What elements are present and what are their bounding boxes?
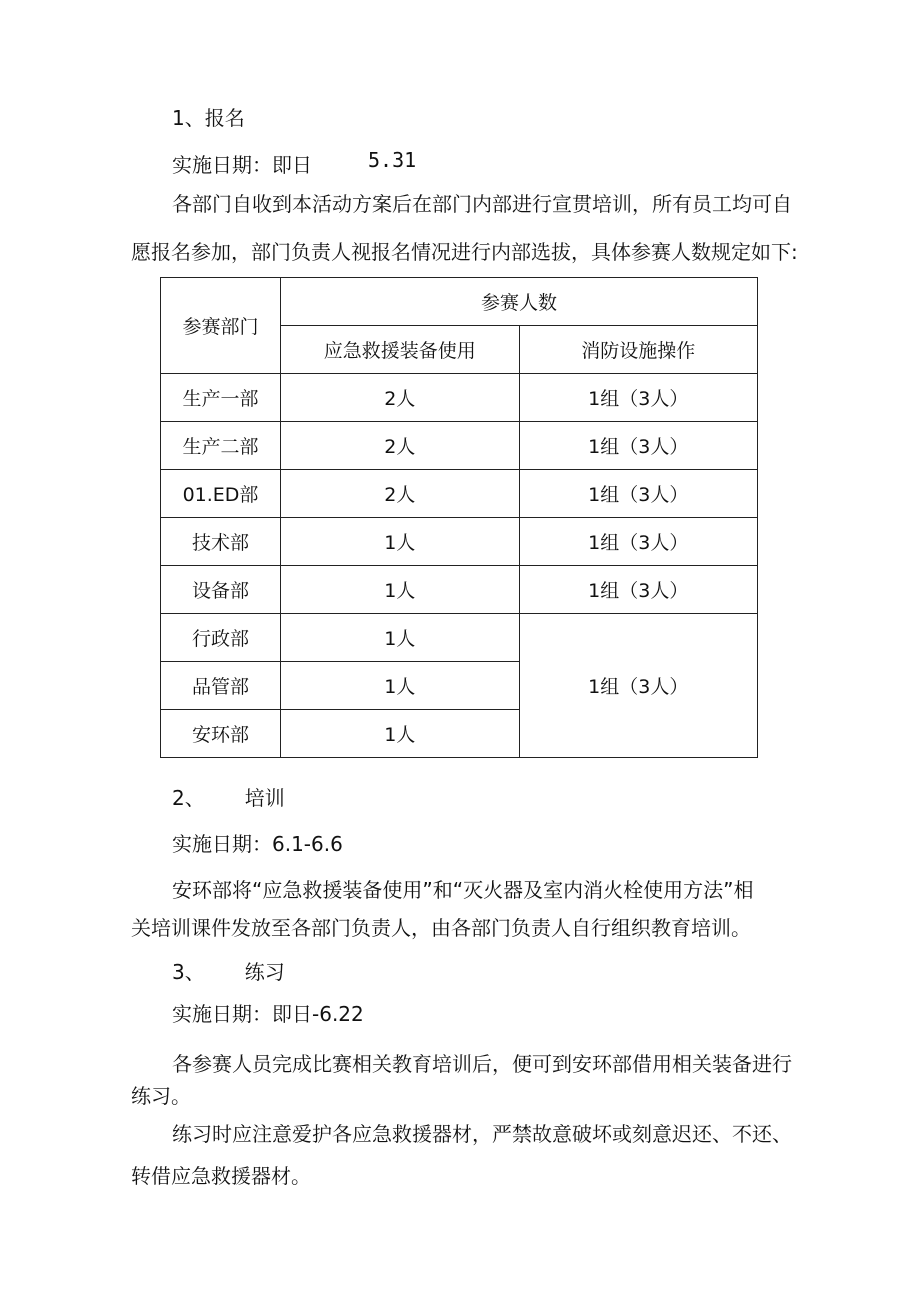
fire-group-cell: 1组（3人） <box>519 374 758 422</box>
equipment-count-cell: 2人 <box>281 470 520 518</box>
header-department: 参赛部门 <box>161 278 281 374</box>
section-2-date: 实施日期：6.1-6.6 <box>172 832 343 856</box>
section-3-heading: 练习 <box>244 960 285 984</box>
table-row <box>161 470 758 518</box>
fire-group-merged-cell: 1组（3人） <box>519 614 758 758</box>
section-1-title: 1、报名 <box>172 106 245 130</box>
section-1-date-value: 5.31 <box>368 148 417 172</box>
dept-cell: 设备部 <box>161 566 281 614</box>
table-row <box>161 518 758 566</box>
section-2-paragraph-line-1: 安环部将“应急救援装备使用”和“灭火器及室内消火栓使用方法”相 <box>172 878 754 902</box>
header-fire-facility: 消防设施操作 <box>519 326 758 374</box>
equipment-count-cell: 1人 <box>281 662 520 710</box>
equipment-count-cell: 2人 <box>281 422 520 470</box>
equipment-count-cell: 1人 <box>281 710 520 758</box>
dept-cell: 生产二部 <box>161 422 281 470</box>
section-3-number: 3、 <box>172 960 205 984</box>
table-row <box>161 614 758 662</box>
section-3-paragraph-1-line-2: 练习。 <box>131 1084 191 1108</box>
section-2-number: 2、 <box>172 786 205 810</box>
section-3-title <box>172 960 285 984</box>
header-emergency-equipment: 应急救援装备使用 <box>281 326 520 374</box>
fire-group-cell: 1组（3人） <box>519 566 758 614</box>
equipment-count-cell: 2人 <box>281 374 520 422</box>
section-1-paragraph-line-2: 愿报名参加，部门负责人视报名情况进行内部选拔，具体参赛人数规定如下: <box>131 240 798 264</box>
section-3-paragraph-2-line-1: 练习时应注意爱护各应急救援器材，严禁故意破坏或刻意迟还、不还、 <box>172 1122 792 1146</box>
section-2-title <box>172 786 285 810</box>
table-row <box>161 566 758 614</box>
dept-cell: 技术部 <box>161 518 281 566</box>
fire-group-cell: 1组（3人） <box>519 518 758 566</box>
dept-cell: 行政部 <box>161 614 281 662</box>
table-row <box>161 422 758 470</box>
table-row <box>161 374 758 422</box>
equipment-count-cell: 1人 <box>281 614 520 662</box>
header-participant-count: 参赛人数 <box>281 278 758 326</box>
section-3-paragraph-2-line-2: 转借应急救援器材。 <box>131 1164 311 1188</box>
dept-cell: 01.ED部 <box>161 470 281 518</box>
fire-group-cell: 1组（3人） <box>519 470 758 518</box>
section-2-heading: 培训 <box>244 786 285 810</box>
dept-cell: 品管部 <box>161 662 281 710</box>
participant-quota-table <box>160 277 758 758</box>
dept-cell: 生产一部 <box>161 374 281 422</box>
equipment-count-cell: 1人 <box>281 518 520 566</box>
section-1-paragraph-line-1: 各部门自收到本活动方案后在部门内部进行宣贯培训，所有员工均可自 <box>172 192 792 216</box>
section-1-date-label: 实施日期：即日 <box>172 153 312 177</box>
equipment-count-cell: 1人 <box>281 566 520 614</box>
section-3-date: 实施日期：即日-6.22 <box>172 1002 364 1026</box>
dept-cell: 安环部 <box>161 710 281 758</box>
fire-group-cell: 1组（3人） <box>519 422 758 470</box>
section-2-paragraph-line-2: 关培训课件发放至各部门负责人，由各部门负责人自行组织教育培训。 <box>131 916 751 940</box>
section-3-paragraph-1-line-1: 各参赛人员完成比赛相关教育培训后，便可到安环部借用相关装备进行 <box>172 1052 792 1076</box>
